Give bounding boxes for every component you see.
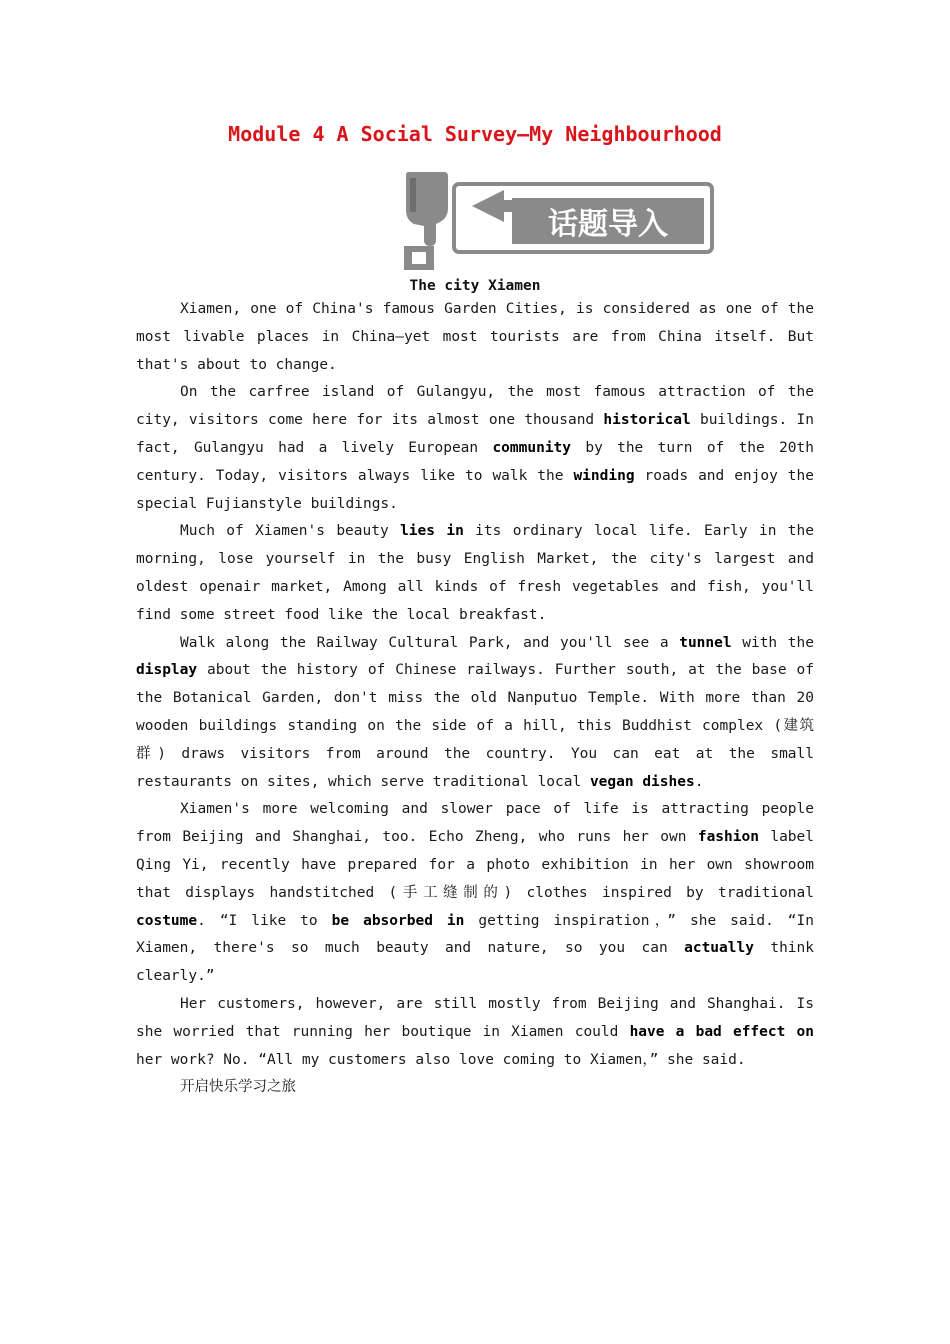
key-term: display (136, 662, 198, 679)
text-run: its ordinary local life. Early in the morning, lose yourself in the busy English Market, the city's largest and oldest openair market, Among all kinds of fresh vegetables and fish, you'll find some street food like the local breakfast. (136, 523, 814, 623)
key-term: tunnel (679, 634, 732, 651)
paragraph (136, 991, 814, 1074)
text-run: think clearly.” (136, 940, 815, 985)
key-term: actually (684, 940, 754, 957)
text-run: roads and enjoy the special Fujianstyle buildings. (136, 467, 814, 512)
paragraph (136, 296, 814, 379)
page-title: Module 4 A Social Survey—My Neighbourhood (228, 122, 722, 146)
text-run: Walk along the Railway Cultural Park, and you'll see a (180, 634, 680, 651)
paragraph (136, 518, 814, 629)
text-run: label Qing Yi, recently have prepared for a photo exhibition in her own showroom that displays handstitched (手工缝制的) clothes inspired by traditional (136, 829, 814, 901)
key-term: lies in (400, 523, 464, 540)
article-subtitle: The city Xiamen (409, 278, 541, 294)
text-run: getting inspiration，” she said. “In Xiamen, there's so much beauty and nature, so you can (136, 912, 814, 957)
text-run: by the turn of the 20th century. Today, visitors always like to walk the (136, 439, 814, 484)
text-run: On the carfree island of Gulangyu, the most famous attraction of the city, visitors come here for its almost one thousand (136, 384, 814, 429)
key-term: costume (136, 912, 198, 929)
key-term: be absorbed in (331, 912, 465, 929)
pointing-hand-icon (404, 172, 448, 270)
text-run: her work? No. “All my customers also love coming to Xiamen，” she said. (136, 1051, 746, 1068)
text-run: with the (731, 634, 814, 651)
text-run: buildings. In fact, Gulangyu had a lively European (136, 412, 814, 456)
paragraph (136, 796, 814, 991)
closing-line: 开启快乐学习之旅 (180, 1079, 296, 1096)
text-run: . (694, 773, 704, 790)
text-run: Her customers, however, are still mostly from Beijing and Shanghai. Is she worried that running her boutique in Xiamen could (136, 995, 814, 1040)
article-body (136, 296, 814, 1102)
text-run: Xiamen's more welcoming and slower pace of life is attracting people from Beijing and Shanghai, too. Echo Zheng, who runs her own (136, 801, 814, 846)
key-term: historical (603, 412, 691, 429)
key-term: community (492, 439, 572, 456)
key-term: vegan dishes (589, 773, 695, 790)
text-run: Much of Xiamen's beauty (180, 523, 401, 540)
key-term: winding (573, 467, 635, 484)
paragraph (136, 630, 814, 797)
text-run: Xiamen, one of China's famous Garden Cities, is considered as one of the most livable places in China—yet most tourists are from China itself. But that's about to change. (136, 301, 814, 373)
text-run: . “I like to (197, 912, 332, 929)
text-run: about the history of Chinese railways. Further south, at the base of the Botanical Garden, don't miss the old Nanputuo Temple. With more than 20 wooden buildings standing on the side of a hill, this Buddhist complex (建筑群) draws visitors from around the country. You can eat at the small restaurants on sites, which serve traditional local (136, 662, 814, 790)
topic-intro-banner (400, 168, 716, 274)
paragraph (136, 379, 814, 518)
banner-label: 话题导入 (548, 207, 668, 242)
key-term: fashion (697, 829, 759, 846)
key-term: have a bad effect on (629, 1023, 814, 1040)
